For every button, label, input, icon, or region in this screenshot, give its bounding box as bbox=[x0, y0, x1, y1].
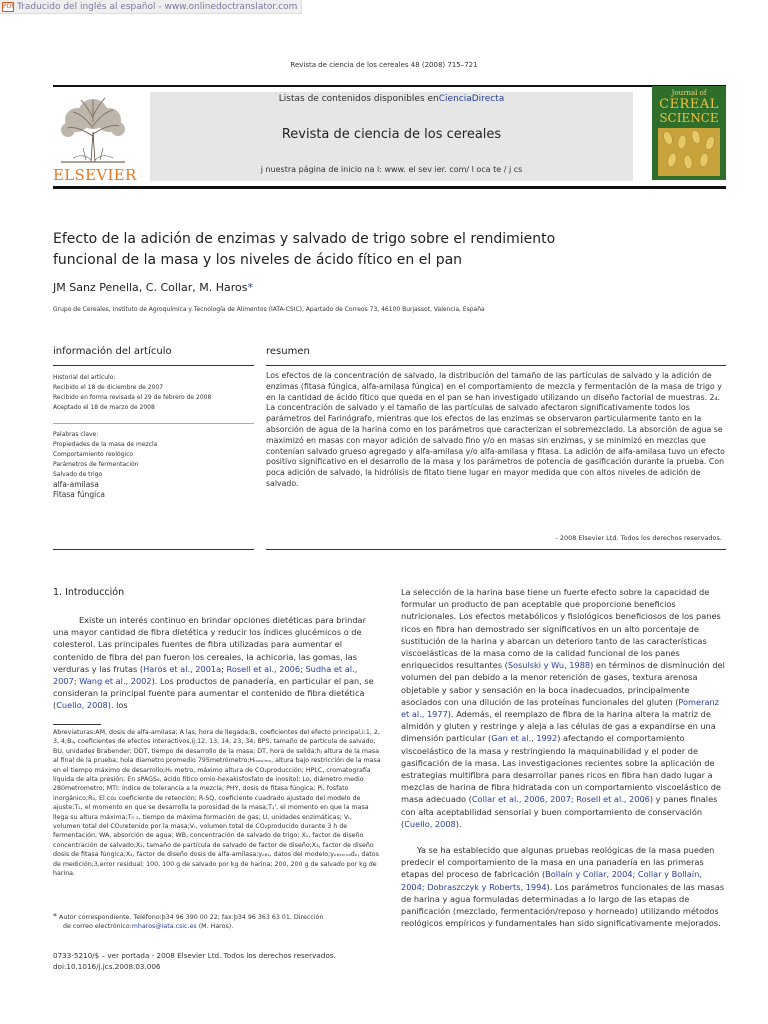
author-list bbox=[53, 281, 253, 294]
translator-banner[interactable] bbox=[0, 0, 302, 14]
authors-names: JM Sanz Penella, C. Collar, M. Haros bbox=[53, 281, 248, 294]
keywords-label: Palabras clave: bbox=[53, 431, 99, 438]
paragraph-content bbox=[53, 615, 374, 710]
citation-link[interactable]: Gan et al., 1992 bbox=[491, 733, 558, 744]
history-accepted: Aceptado el 18 de marzo de 2008 bbox=[53, 404, 155, 411]
corresponding-author-mark[interactable]: * bbox=[247, 281, 253, 294]
corresponding-mark: * bbox=[53, 912, 57, 921]
history-revised: Recibido en forma revisada el 29 de febrero de 2008 bbox=[53, 394, 212, 401]
text-run: ) en términos de disminución del volumen del pan debido a la menor retención de gases, textura arenosa objetable y sabor y sensación en la boca inadecuados, principalmente asociados con una dilución de las proteínas funcionales del gluten ( bbox=[401, 660, 725, 707]
author-affiliation: Grupo de Cereales, Instituto de Agroquímica y Tecnología de Alimentos (IATA-CSIC), Apartado de Correos 73, 46100 Burjassot, Valencia, España bbox=[53, 306, 485, 313]
journal-homepage[interactable]: j nuestra página de inicio na l: www. el sev ier. com/ l oca te / j cs bbox=[260, 165, 523, 174]
keyword-item: Propiedades de la masa de mezcla bbox=[53, 441, 158, 448]
body-paragraph bbox=[401, 844, 727, 929]
citation-link[interactable]: Cuello, 2008 bbox=[56, 700, 108, 711]
citation-link[interactable]: Rosell et al., 2006 bbox=[226, 663, 301, 674]
keyword-item: Comportamiento reológico bbox=[53, 451, 134, 458]
keyword-item: alfa-amilasa bbox=[53, 480, 99, 489]
cover-line-3: SCIENCE bbox=[659, 111, 719, 125]
abstract-heading: resumen bbox=[266, 346, 310, 357]
article-title bbox=[53, 229, 613, 271]
elsevier-logo bbox=[53, 92, 137, 184]
citation-link[interactable]: Sudha et al., 2007 bbox=[53, 663, 358, 687]
text-run: ; bbox=[221, 663, 227, 674]
email-suffix: (M. Haros). bbox=[196, 923, 234, 931]
text-run: ). bbox=[455, 818, 462, 829]
elsevier-wordmark: ELSEVIER bbox=[53, 166, 137, 184]
contents-availability bbox=[150, 94, 633, 104]
footnote-rule bbox=[53, 724, 101, 725]
doi-line[interactable]: doi:10.1016/j.jcs.2008.03.006 bbox=[53, 962, 161, 971]
text-run: ; bbox=[300, 663, 306, 674]
citation-link[interactable]: Haros et al., 2001a bbox=[143, 663, 222, 674]
paragraph-content bbox=[401, 845, 724, 928]
introduction-heading: 1. Introducción bbox=[53, 587, 125, 598]
corresponding-text: Autor correspondiente. Teléfono:þ34 96 390 00 22; fax:þ34 96 363 63 01. Dirección bbox=[59, 914, 324, 921]
corresponding-phone-line bbox=[53, 912, 381, 922]
author-email-link[interactable]: mharos@iata.csic.es bbox=[131, 923, 197, 931]
header-bottom-rule bbox=[53, 186, 726, 189]
article-info-divider bbox=[53, 423, 254, 424]
journal-title: Revista de ciencia de los cereales bbox=[281, 127, 502, 142]
text-run: La selección de la harina base tiene un fuerte efecto sobre la capacidad de formular un producto de pan aceptable que proporcione beneficios nutricionales. Los efectos metabólicos y fisiológicos beneficiosos de los panes ricos en fibra han demostrado ser significativos en un alto porcentaje de sustitución de la harina y abarcan un deterioro tanto de las características viscoelásticas de la masa como de la calidad funcional de los panes enriquecidos resultantes ( bbox=[401, 587, 721, 671]
citation-link[interactable]: Collar et al., 2006, 2007; Rosell et al., 2006 bbox=[471, 794, 650, 805]
abstract-copyright: - 2008 Elsevier Ltd. Todos los derechos reservados. bbox=[555, 534, 722, 542]
citation-link[interactable]: Pomeranz et al., 1977 bbox=[401, 696, 719, 720]
body-paragraph bbox=[401, 586, 727, 830]
citation-link[interactable]: Wang et al., 2002 bbox=[79, 676, 152, 687]
cover-line-1: Journal of bbox=[671, 89, 707, 97]
header-top-rule bbox=[53, 85, 726, 87]
keyword-item: Salvado de trigo bbox=[53, 471, 103, 478]
text-run: ). los bbox=[107, 700, 128, 711]
article-info-bottom-rule bbox=[53, 549, 254, 550]
article-history bbox=[53, 373, 211, 413]
abstract-body: Los efectos de la concentración de salvado, la distribución del tamaño de las partículas de salvado y la adición de enzimas (fitasa fúngica, alfa-amilasa fúngica) en el comportamiento de mezcla y fermentación de la masa de trigo y en la cantidad de ácido fítico que queda en el pan se han investigado utilizando un diseño factorial de muestras. 2₄. La concentración de salvado y el tamaño de las partículas de salvado afectaron significativamente todos los parámetros del Farinógrafo, mientras que los efectos de las enzimas se observaron particularmente tanto en la absorción de agua de la harina como en los parámetros que caracterizan el sobremezclado. La absorción de agua se maximizó en masas con mayor adición de salvado fino y/o en masas sin enzimas, y se minimizó en mezclas que contenían salvado grueso agregado y alfa-amilasa y/o alfa-amilasa y fitasa. La adición de alfa-amilasa tuvo un efecto positivo significativo en el desarrollo de la masa y los parámetros de potencia de gasificación durante la prueba. Con poca adición de salvado, la hidrólisis de fitato tiene lugar en mayor medida que con altos niveles de adición de salvado. bbox=[266, 371, 725, 488]
cover-line-2: CEREAL bbox=[659, 97, 719, 112]
sciencedirect-link[interactable]: CienciaDirecta bbox=[438, 94, 505, 104]
text-run: ). Los productos de panadería, en particular el pan, se consideran la principal fuente para aumentar el contenido de fibra dietética ( bbox=[53, 676, 374, 711]
abstract-rule bbox=[266, 365, 726, 366]
article-title-line-2: funcional de la masa y los niveles de ácido fítico en el pan bbox=[53, 252, 463, 268]
text-run: Ya se ha establecido que algunas pruebas reológicas de la masa pueden predecir el comportamiento de la masa en una panadería en las primeras etapas del proceso de fabricación ( bbox=[401, 845, 715, 880]
translator-banner-text: Traducido del inglés al español - www.onlinedoctranslator.com bbox=[17, 1, 298, 12]
email-prefix: de correo electrónico: bbox=[63, 923, 132, 931]
keyword-list bbox=[53, 430, 157, 500]
citation-link[interactable]: Bollaín y Collar, 2004; Collar y Bollaín, 2004; Dobraszczyk y Roberts, 1994 bbox=[401, 869, 702, 892]
front-matter bbox=[53, 950, 336, 972]
text-run: ) afectando el comportamiento viscoelástico de la masa y restringiendo la maquinabilidad y el poder de gasificación de la masa. Las investigaciones recientes sobre la aplicación de estrategias multifibra para desarrollar panes ricos en fibra han dado lugar a mezclas de harina de fibra hidratada con un comportamiento viscoelástico de masa adecuado ( bbox=[401, 733, 721, 805]
introduction-paragraph bbox=[53, 614, 379, 712]
journal-header-box bbox=[150, 92, 633, 181]
journal-cover bbox=[652, 86, 726, 180]
text-run: ). Los parámetros funcionales de las masas de harina y agua formuladas determinadas a lo largo de las etapas de panificación (mezclado, fermentación/reposo y horneado) utilizando métodos reológicos empíricos y fundamentales han sido significativamente mejorados. bbox=[401, 881, 725, 929]
article-info-rule bbox=[53, 365, 254, 366]
text-run: ) y panes finales con alta aceptabilidad sensorial y buen comportamiento de conservación ( bbox=[401, 794, 718, 829]
citation-link[interactable]: Sosulski y Wu, 1988 bbox=[507, 660, 591, 671]
corresponding-email-line bbox=[53, 922, 381, 931]
document-translate-icon: PDF bbox=[3, 2, 15, 10]
article-title-line-1: Efecto de la adición de enzimas y salvado de trigo sobre el rendimiento bbox=[53, 231, 556, 247]
corresponding-author-note bbox=[53, 912, 381, 932]
abstract-bottom-rule bbox=[266, 549, 726, 550]
keyword-item: Parámetros de fermentación bbox=[53, 461, 139, 468]
text-run: ). Además, el reemplazo de fibra de la harina altera la matriz de almidón y gluten y restringe y aleja a las células de gas a expandirse en una dimensión particular ( bbox=[401, 709, 716, 744]
keyword-item: Fitasa fúngica bbox=[53, 490, 105, 499]
contents-prefix: Listas de contenidos disponibles en bbox=[278, 94, 439, 104]
history-label: Historial del artículo: bbox=[53, 374, 116, 381]
issn-line: 0733-5210/$ – ver portada - 2008 Elsevier Ltd. Todos los derechos reservados. bbox=[53, 951, 336, 960]
text-run: Existe un interés continuo en brindar opciones dietéticas para brindar una mayor cantidad de fibra dietética y reducir los índices glucémicos o de colesterol. Las principales fuentes de fibra utilizadas para aumentar el contenido de fibra del pan fueron los cereales, la achicoria, las gomas, las verduras y las frutas ( bbox=[53, 615, 366, 674]
history-received: Recibido el 18 de diciembre de 2007 bbox=[53, 384, 164, 391]
journal-citation: Revista de ciencia de los cereales 48 (2008) 715–721 bbox=[290, 61, 478, 69]
citation-link[interactable]: Cuello, 2008 bbox=[404, 818, 456, 829]
journal-cover-wheat bbox=[658, 128, 720, 176]
text-run: ; bbox=[73, 676, 80, 687]
elsevier-tree-logo bbox=[53, 92, 133, 164]
abbreviations-footnote: Abreviaturas:AM, dosis de alfa-amilasa; A las, hora de llegada;Bᵢ, coeficientes del efecto principal,i:1, 2, 3, 4;Bᵢⱼ, coeficientes de efectos interactivos,ij:12, 13, 14, 23, 34; BPS, tamaño de partícula de salvado; BU, unidades Brabender; DDT, tiempo de desarrollo de la masa; DT, hora de salida;hⱼ altura de la masa al final de la prueba; hola diametro promedio 795metrómetro;Hₘₐₓᵢₘₒ, altura bajo restricción de la masa en el tiempo máximo de desarrollo;H₀ metro, máximo altura de CO₂producción; HPLC, cromatografía líquida de alta presión; En sPAGS₆, ácido fítico omio-hexakisfosfato de inositol; Lo, diámetro medio 280metrometro; MTI: índice de tolerancia a la mezcla; PHY, dosis de fitasa fúngica; Pi, fosfato inorgánico;R₂, El co₂ coeficiente de retención; R-SQ, coeficiente cuadrado ajustado del modelo de ajuste;T₁, el momento en que se desarrolla la porosidad de la masa;T₁', el momento en que la masa llega su altura máxima;T₀ ₁, tiempo de máxima formación de gas; U, unidades enzimáticas; Vₜ, volumen total del CO₂retenido por la masa;Vᵣ, volumen total de CO₂producido durante 3 h de fermentación; WA, absorción de agua; WB, concentración de salvado de trigo; X₁, factor de diseño concentración de salvado;X₂, tamaño de partícula de salvado de factor de diseño;X₃, factor de diseño dosis de fitasa fúngica;X₄, factor de diseño dosis de alfa-amilasa;yₒᵦₛ, datos del modelo;yₒᵦₛₑᵣᵥₐdₒ, datos de medición;3,error residual; 100, 100 g de salvado por kg de harina; 200, 200 g de salvado por kg de harina. bbox=[53, 729, 381, 878]
article-info-heading: información del artículo bbox=[53, 346, 172, 357]
